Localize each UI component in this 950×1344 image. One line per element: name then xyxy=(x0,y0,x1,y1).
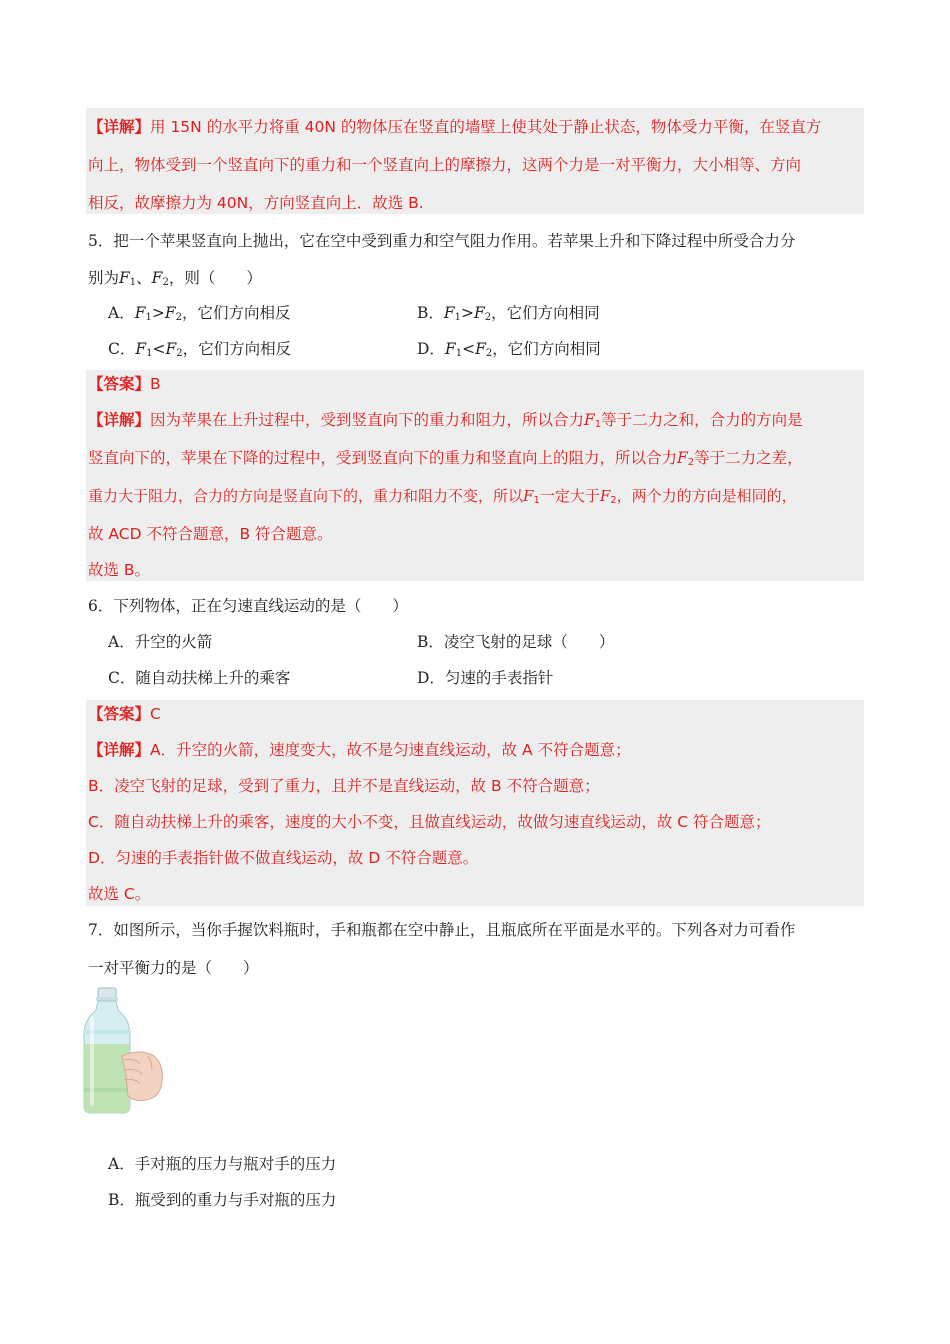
q4-detail-line-2: 向上，物体受到一个竖直向下的重力和一个竖直向上的摩擦力，这两个力是一对平衡力，大小相等、方向 xyxy=(88,156,802,174)
q5-stem-line-2: 别为$F_1$、$F_2$，则（ ） xyxy=(88,269,262,288)
q7-option-a: A．手对瓶的压力与瓶对手的压力 xyxy=(108,1155,337,1173)
q5-detail-line-5: 故选 B。 xyxy=(88,561,151,579)
q5-detail-line-4: 故 ACD 不符合题意，B 符合题意。 xyxy=(88,525,333,543)
q5-detail-line-1: 【详解】因为苹果在上升过程中，受到竖直向下的重力和阻力，所以合力$F_1$等于二力之和，合力的方向是 xyxy=(88,411,803,430)
q7-option-b: B．瓶受到的重力与手对瓶的压力 xyxy=(108,1191,337,1209)
q5-option-b: B．$F_1>F_2$，它们方向相同 xyxy=(417,304,600,323)
q6-detail-line-2: B．凌空飞射的足球，受到了重力，且并不是直线运动，故 B 不符合题意； xyxy=(88,777,600,795)
q5-stem-line-1: 5．把一个苹果竖直向上抛出，它在空中受到重力和空气阻力作用。若苹果上升和下降过程中所受合力分 xyxy=(88,232,796,250)
q6-option-c: C．随自动扶梯上升的乘客 xyxy=(108,669,291,687)
q6-option-d: D．匀速的手表指针 xyxy=(417,669,554,687)
q5-option-a: A．$F_1>F_2$，它们方向相反 xyxy=(108,304,291,323)
q7-stem-line-2: 一对平衡力的是（ ） xyxy=(88,959,259,977)
q5-option-c: C．$F_1<F_2$，它们方向相反 xyxy=(108,340,292,359)
q6-stem: 6．下列物体，正在匀速直线运动的是（ ） xyxy=(88,597,408,615)
q6-detail-line-4: D．匀速的手表指针做不做直线运动，故 D 不符合题意。 xyxy=(88,849,479,867)
q6-option-a: A．升空的火箭 xyxy=(108,633,213,651)
q7-stem-line-1: 7．如图所示，当你手握饮料瓶时，手和瓶都在空中静止，且瓶底所在平面是水平的。下列各对力可看作 xyxy=(88,921,796,939)
q6-detail-line-3: C．随自动扶梯上升的乘客，速度的大小不变，且做直线运动，故做匀速直线运动，故 C 符合题意； xyxy=(88,813,771,831)
q6-detail-line-5: 故选 C。 xyxy=(88,885,151,903)
q6-detail-line-1: 【详解】A．升空的火箭，速度变大，故不是匀速直线运动，故 A 不符合题意； xyxy=(88,741,631,759)
bottle-hand-illustration xyxy=(82,986,172,1116)
q5-detail-line-2: 竖直向下的，苹果在下降的过程中，受到竖直向下的重力和竖直向上的阻力，所以合力$F_2$等于二力之差， xyxy=(88,449,803,468)
q5-option-d: D．$F_1<F_2$，它们方向相同 xyxy=(417,340,601,359)
q6-option-b: B．凌空飞射的足球（ ） xyxy=(417,633,615,651)
q4-detail-line-1: 【详解】用 15N 的水平力将重 40N 的物体压在竖直的墙壁上使其处于静止状态，物体受力平衡，在竖直方 xyxy=(88,118,822,136)
detail-tag: 【详解】 xyxy=(88,118,151,136)
q6-answer: 【答案】C xyxy=(88,705,161,723)
q5-detail-box xyxy=(86,370,864,581)
q5-detail-line-3: 重力大于阻力，合力的方向是竖直向下的，重力和阻力不变，所以$F_1$一定大于$F_2$，两个力的方向是相同的， xyxy=(88,487,797,506)
q4-detail-line-3: 相反，故摩擦力为 40N，方向竖直向上．故选 B. xyxy=(88,194,424,212)
q5-answer: 【答案】B xyxy=(88,375,161,393)
q6-detail-box xyxy=(86,700,864,906)
